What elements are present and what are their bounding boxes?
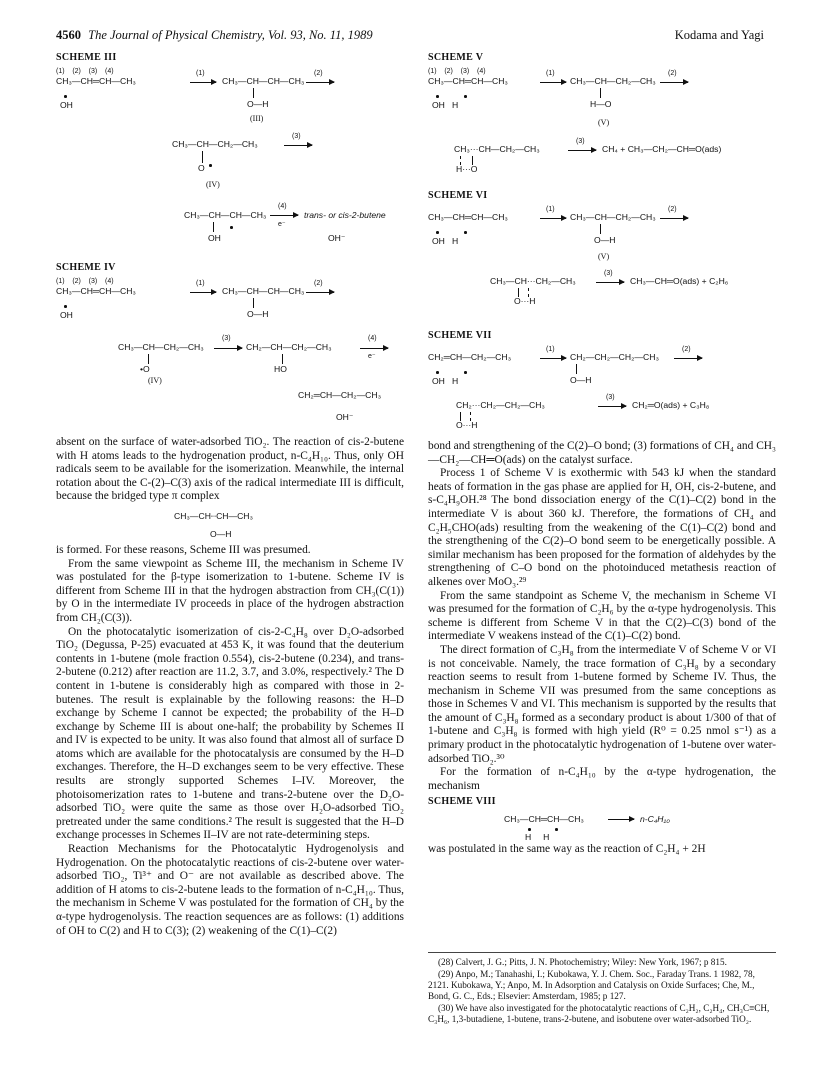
oh-and-h: OH H — [432, 236, 459, 246]
intermediate: CH₂—CH₂—CH₂—CH₃ — [570, 352, 659, 362]
reaction-arrow — [306, 292, 334, 293]
footnote: (28) Calvert, J. G.; Pitts, J. N. Photochemistry; Wiley: New York, 1967; p 815. — [438, 957, 727, 967]
scheme-v — [428, 52, 776, 202]
running-header — [56, 28, 764, 44]
reaction-arrow — [190, 82, 216, 83]
footnote: (29) Anpo, M.; Tanahashi, I.; Kubokawa, Y. J. Chem. Soc., Faraday Trans. 1 1982, 78, 2121. Kubokawa, Y.; Anpo, M. In Adsorption and Catalysis on Oxide Surfaces; Che, M., Bond, G. C., Eds.; Elsevier: Amsterdam, 1985; p 127. — [428, 969, 755, 1001]
o-h-group: O—H — [247, 99, 269, 109]
o-h-group: O—H — [594, 235, 616, 245]
reaction-arrow — [306, 82, 334, 83]
page-number: 4560 — [56, 28, 81, 42]
scheme-viii-title: SCHEME VIII — [428, 796, 496, 808]
o-h-group: O—H — [210, 528, 232, 539]
scheme-vi-products: CH₃—CH═O(ads) + C₂H₆ — [630, 276, 729, 286]
radical-dot — [64, 95, 67, 98]
reaction-arrow — [596, 282, 624, 283]
scheme-v-title: SCHEME V — [428, 52, 484, 63]
reaction-arrow — [660, 218, 688, 219]
reaction-arrow — [540, 82, 566, 83]
ho-group: HO — [274, 364, 287, 374]
intermediate-v: CH₃—CH—CH₂—CH₃ — [570, 212, 656, 222]
h-o-partial: H···O — [456, 164, 478, 174]
bond-line — [202, 151, 203, 163]
radical-dot — [464, 95, 467, 98]
intermediate-label: (IV) — [148, 376, 162, 385]
cis-2-butene: CH₃—CH═CH—CH₃ — [56, 286, 136, 296]
cis-2-butene: CH₃—CH═CH—CH₃ — [56, 76, 136, 86]
oh-and-h: OH H — [432, 100, 459, 110]
intermediate-label: (V) — [598, 118, 610, 127]
step-label: (3) — [606, 394, 615, 401]
scheme-vii-products: CH₂═O(ads) + C₃H₈ — [632, 400, 710, 410]
radical-dot — [64, 305, 67, 308]
intermediate-v: CH₃—CH—CH₂—CH₃ — [570, 76, 656, 86]
electron-label: e⁻ — [278, 221, 286, 228]
electron-label: e⁻ — [368, 353, 376, 360]
oh-radical: OH — [60, 100, 73, 110]
bond-line — [213, 222, 214, 232]
reaction-arrow — [540, 218, 566, 219]
scheme-iv-title: SCHEME IV — [56, 262, 116, 273]
footnote: (30) We have also investigated for the photocatalytic reactions of C₂H₂, C₂H₄, CH₃C≡CH, C₃H₆, 1,3-butadiene, 1-butene, trans-2-butene, and isobutene over water-adsorbed TiO₂. — [428, 1003, 770, 1024]
scheme-viii — [428, 809, 776, 843]
scheme-vii — [428, 330, 776, 440]
radical-dot — [436, 371, 439, 374]
oh-and-h: OH H — [432, 376, 459, 386]
oh-group: OH — [208, 233, 221, 243]
atom-numbers: (1) (2) (3) (4) — [56, 68, 114, 75]
footnote-rule — [428, 952, 776, 953]
scheme-vi-title: SCHEME VI — [428, 190, 488, 201]
o-h-group: O—H — [570, 375, 592, 385]
step-label: (1) — [546, 346, 555, 353]
reaction-arrow — [284, 145, 312, 146]
journal-citation: The Journal of Physical Chemistry, Vol. 93, No. 11, 1989 — [88, 28, 373, 42]
hydroxide-ion: OH⁻ — [328, 233, 346, 243]
step-label: (2) — [668, 70, 677, 77]
step-label: (2) — [682, 346, 691, 353]
step-label: (3) — [604, 270, 613, 277]
radical-dot — [464, 371, 467, 374]
step-label: (1) — [196, 280, 205, 287]
paragraph: is formed. For these reasons, Scheme III was presumed. — [56, 543, 311, 556]
header-authors: Kodama and Yagi — [674, 28, 764, 42]
paragraph: For the formation of n-C₄H₁₀ by the α-type hydrogenation, the mechanism — [428, 766, 776, 792]
step-label: (3) — [576, 138, 585, 145]
paragraph: Reaction Mechanisms for the Photocatalytic Hydrogenolysis and Hydrogenation. On the photocatalytic reactions of cis-2-butene over water-adsorbed TiO₂, Ti³⁺ and O⁻ are not available as described above. The addition of H atoms to cis-2-butene leads to the formation of n-C₄H₁₀. Thus, the mechanism in Scheme V was postulated for the formation of CH₄ by the α-type hydrogenolysis. The reaction sequences are as follows: (1) additions of OH to C(2) and H to C(3); (2) weakening of the C(1)–C(2) — [56, 843, 404, 937]
reaction-arrow — [660, 82, 688, 83]
step-label: (2) — [668, 206, 677, 213]
radical-dot — [230, 226, 233, 229]
step-label: (4) — [368, 335, 377, 342]
paragraph: The direct formation of C₃H₈ from the intermediate V of Scheme V or VI is not conceivable. Namely, the trace formation of C₃H₈ by a secondary reaction seems to result from 1-butene formed by Scheme IV. Thus, the mechanism in Scheme VII was presumed from the same conceptions as those in Schemes V and VI. This mechanism is supported by the results that the amount of C₃H₈ formed as a secondary product is about 1/300 of that of 1-butene and C₃H₈ is formed with high yield (R⁰ = 0.25 nmol s⁻¹) as a primary product in the photocatalytic hydrogenation of 1-butene over water-adsorbed TiO₂.³⁰ — [428, 643, 777, 765]
step-label: (2) — [314, 70, 323, 77]
bond-line — [253, 298, 254, 308]
cis-2-butene: CH₃—CH═CH—CH₃ — [428, 212, 508, 222]
header-left — [56, 28, 373, 43]
radical-intermediate: CH₃—CH—CH—CH₃ — [184, 210, 267, 220]
paragraph: bond and strengthening of the C(2)–O bond; (3) formations of CH₄ and CH₃—CH₂—CH═O(ads) on the catalyst surface. — [428, 440, 776, 466]
scheme-iii-title: SCHEME III — [56, 52, 117, 63]
atom-numbers: (1) (2) (3) (4) — [56, 278, 114, 285]
reaction-arrow — [270, 215, 298, 216]
reaction-arrow — [608, 819, 634, 820]
paragraph: From the same viewpoint as Scheme III, the mechanism in Scheme IV was postulated for the β-type isomerization to 1-butene. Scheme IV is different from Scheme III in that the hydrogen abstraction from CH₃(C(1)) by O in the intermediate IV proceeds in place of the hydrogen abstraction from CH₂(C(3)). — [56, 557, 404, 624]
reaction-arrow — [674, 358, 702, 359]
step-label: (3) — [292, 133, 301, 140]
n-butane: n-C₄H₁₀ — [640, 814, 670, 825]
o-h-partial: O···H — [514, 296, 536, 306]
o-h-partial: O···H — [456, 420, 478, 430]
scheme-vi — [428, 190, 776, 330]
oxygen-radical: •O — [140, 364, 150, 374]
bond-line — [282, 354, 283, 364]
butene-products: trans- or cis-2-butene — [304, 210, 386, 220]
bond-line — [600, 88, 601, 98]
step-label: (1) — [546, 206, 555, 213]
radical-dot — [436, 231, 439, 234]
intermediate-label: (III) — [250, 114, 264, 123]
primary-radical: CH₂—CH—CH₂—CH₃ — [246, 342, 332, 352]
step-label: (4) — [278, 203, 287, 210]
paragraph: On the photocatalytic isomerization of cis-2-C₄H₈ over D₂O-adsorbed TiO₂ (Degussa, P-25) evacuated at 453 K, it was found that the deuterium contents in 1-butene (mole fraction 0.554), cis-2-butene (0.234), and trans-2-butene (0.212) after reaction are 11.2, 3.7, and 3.0%, respectively.² The D content in 1-butene is considerably high as compared with those in 2-butenes. The result is explainable by the following reasons: the H–D exchange by Scheme I cannot be expected; the probability of the H–D exchange by Scheme III is about one-half; the probability by Schemes II and IV is expected to be unity. It was also found that almost all of surface D atoms which are available for the photocatalysis are consumed by the H–D exchanges. Therefore, the H–D exchanges seem to be very effective. These results are strongly supported Schemes I–IV. Moreover, the photoisomerization rates to 1-butene and trans-2-butene over the D₂O-adsorbed TiO₂ were quite the same as those over H₂O-adsorbed TiO₂ pretreated under the same conditions.² The result is suggested that the H–D exchange processes in Schemes II–IV are not rate-determining steps. — [56, 625, 404, 842]
footnotes — [428, 957, 776, 1026]
oxygen-radical: O — [198, 163, 205, 173]
radical-dot — [464, 231, 467, 234]
step-label: (3) — [222, 335, 231, 342]
pi-complex — [56, 504, 404, 544]
bond-line — [600, 224, 601, 234]
scheme-vii-title: SCHEME VII — [428, 330, 492, 341]
bond-line — [576, 364, 577, 374]
radical-dot — [555, 828, 558, 831]
bond-line — [253, 88, 254, 98]
bridged-complex: CH₃—CH┈CH—CH₃ — [174, 510, 254, 521]
intermediate-label: (IV) — [206, 180, 220, 189]
scheme-v-products: CH₄ + CH₃—CH₂—CH═O(ads) — [602, 144, 722, 154]
paragraph: absent on the surface of water-adsorbed TiO₂. The reaction of cis-2-butene with H atoms leads to the hydrogenation product, n-C₄H₁₀. Thus, only OH radicals seem to be available for the isomerization. Meanwhile, the internal rotation about the C-(2)–C(3) axis of the radical intermediate III is difficult, because the bridged type π complex — [56, 436, 404, 503]
reaction-arrow — [598, 406, 626, 407]
cis-2-butene: CH₃—CH═CH—CH₃ — [428, 76, 508, 86]
intermediate-label: (V) — [598, 252, 610, 261]
step-label: (2) — [314, 280, 323, 287]
cis-2-butene: CH₃—CH═CH—CH₃ — [504, 814, 584, 825]
reaction-arrow — [214, 348, 242, 349]
reaction-arrow — [568, 150, 596, 151]
step-label: (1) — [546, 70, 555, 77]
reaction-arrow — [190, 292, 216, 293]
bond-line — [148, 354, 149, 364]
h-atoms: H H — [525, 832, 550, 843]
transition-state: CH₃···CH—CH₂—CH₃ — [454, 144, 540, 154]
left-body-text — [56, 436, 404, 938]
oh-radical: OH — [60, 310, 73, 320]
h-o-group: H—O — [590, 99, 612, 109]
intermediate-iv: CH₃—CH—CH₂—CH₃ — [118, 342, 204, 352]
paragraph: Process 1 of Scheme V is exothermic with 543 kJ when the standard heats of formation in the gas phase are applied for H, OH, cis-2-butene, and s-C₄H₉OH.²⁸ The bond dissociation energy of the C(1)–C(2) bond in the intermediate V is about 360 kJ. Therefore, the formations of CH₄ and C₂H₅CHO(ads) resulting from the weakening of the C(1)–C(2) bond and the strengthening of the C(2)–O bond seem to be energetically possible. A similar mechanism has been proposed for the formation of aldehydes by the strengthening of C–O bond on the photoinduced metathesis reaction of alkenes over MoO₃.²⁹ — [428, 467, 776, 588]
reaction-arrow — [360, 348, 388, 349]
right-body-text — [428, 440, 776, 857]
intermediate-iii: CH₃—CH—CH—CH₃ — [222, 76, 305, 86]
radical-dot — [436, 95, 439, 98]
scheme-iv — [56, 262, 404, 422]
alkoxy-radical: CH₃—CH—CH₂—CH₃ — [172, 139, 258, 149]
transition-state: CH₃—CH···CH₂—CH₃ — [490, 276, 576, 286]
hydroxide-ion: OH⁻ — [336, 412, 354, 422]
transition-state: CH₂···CH₂—CH₂—CH₃ — [456, 400, 545, 410]
paragraph: From the same standpoint as Scheme V, the mechanism in Scheme VI was presumed for the formation of C₂H₆ by the α-type hydrogenolysis. This scheme is different from Scheme V in that the C(2)–C(3) bond of the intermediate V weakens instead of the C(1)–C(2) bond. — [428, 589, 776, 643]
step-label: (1) — [196, 70, 205, 77]
atom-numbers: (1) (2) (3) (4) — [428, 68, 486, 75]
o-h-group: O—H — [247, 309, 269, 319]
radical-dot — [209, 164, 212, 167]
intermediate: CH₃—CH—CH—CH₃ — [222, 286, 305, 296]
one-butene: CH₂═CH—CH₂—CH₃ — [298, 390, 382, 400]
reaction-arrow — [540, 358, 566, 359]
paragraph: was postulated in the same way as the reaction of C₂H₄ + 2H — [428, 843, 706, 856]
one-butene: CH₂═CH—CH₂—CH₃ — [428, 352, 512, 362]
